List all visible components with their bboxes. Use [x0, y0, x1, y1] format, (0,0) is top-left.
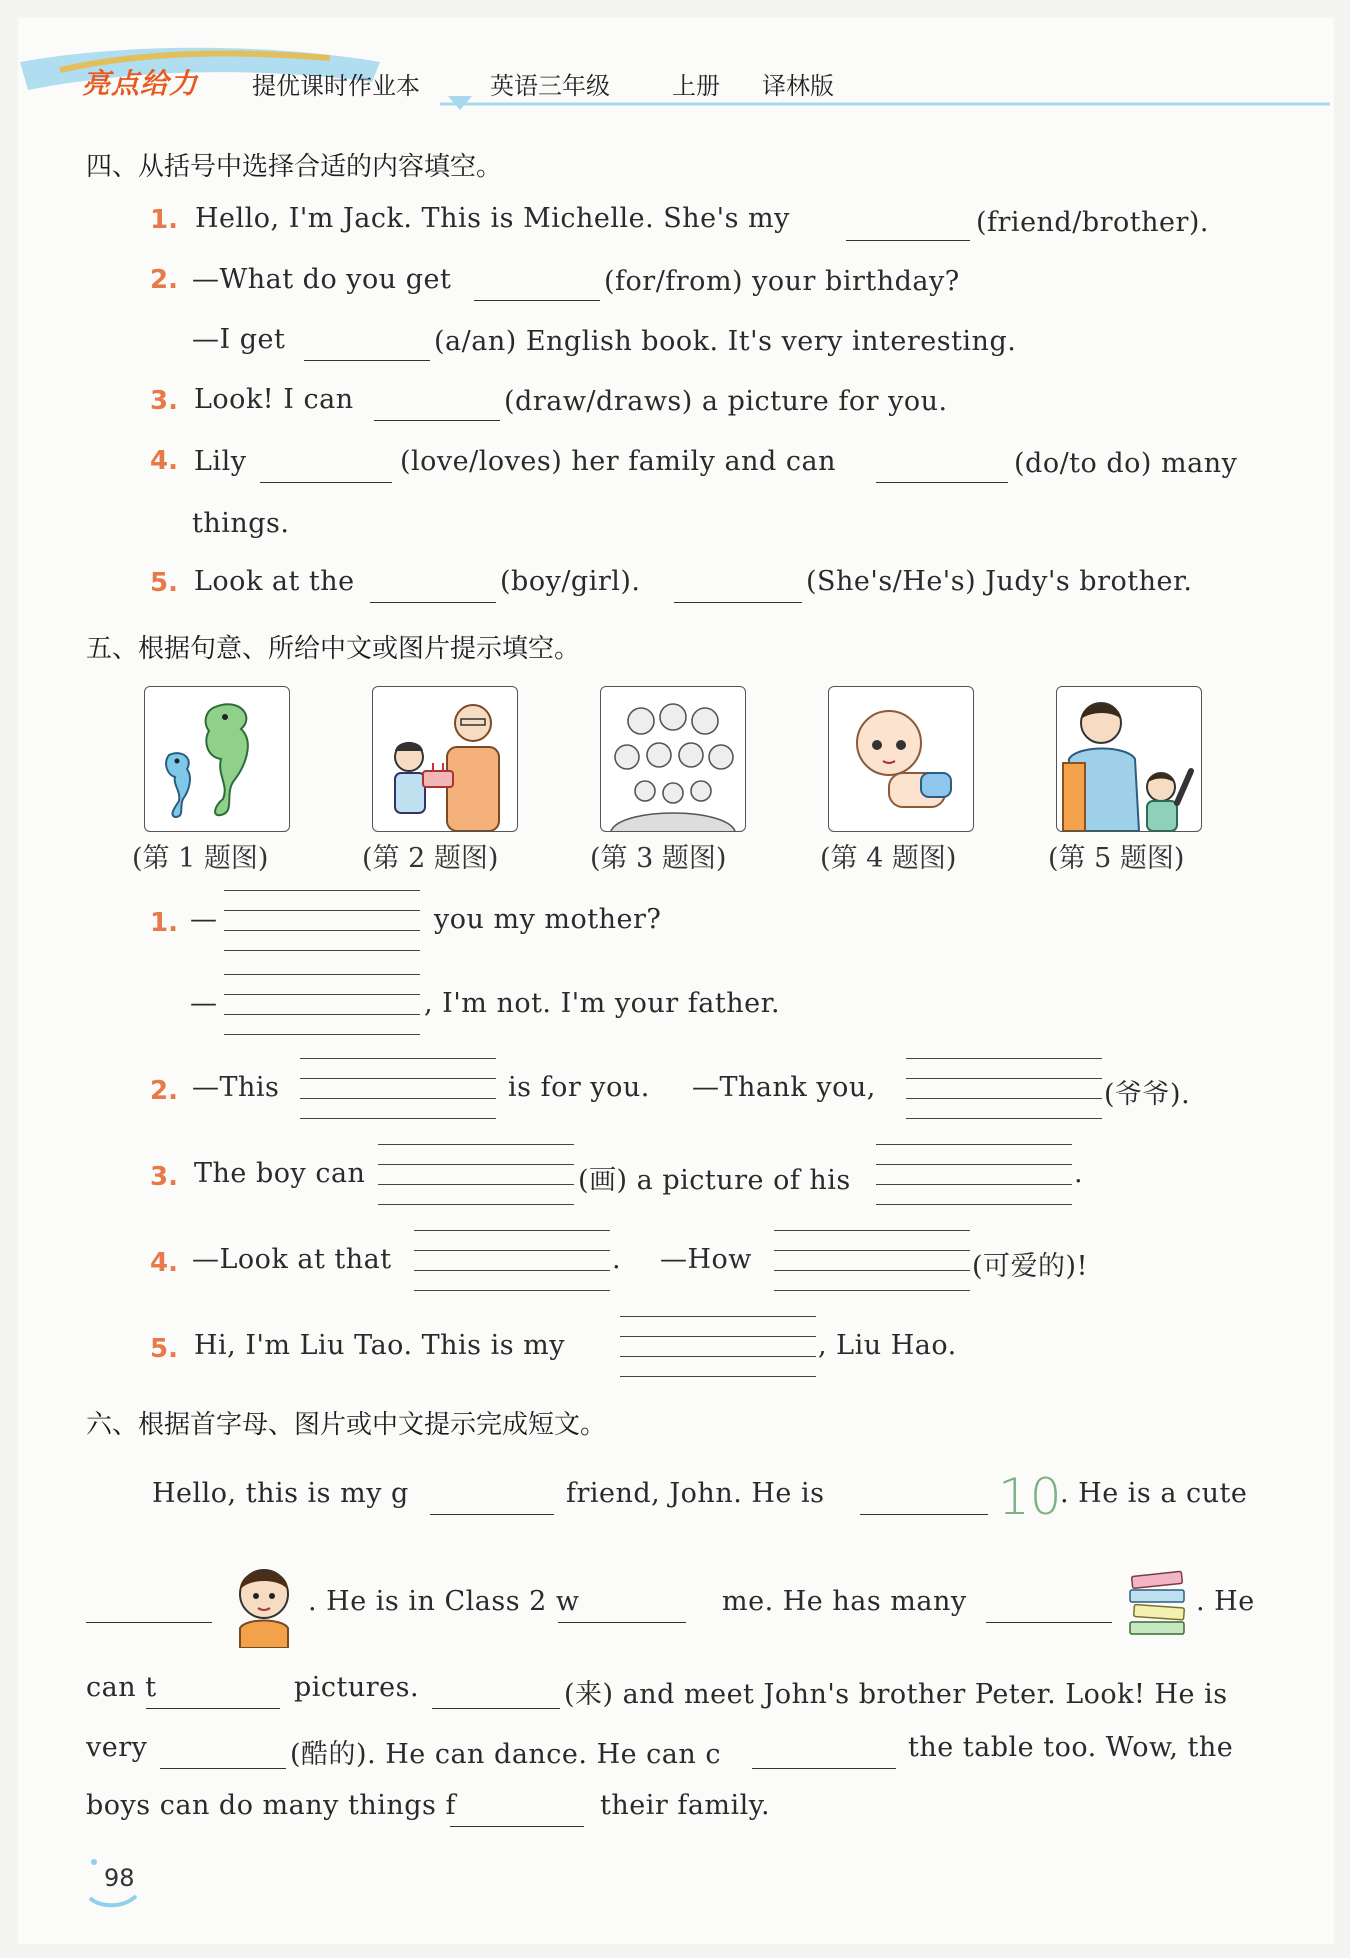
s4-q5-blank-2[interactable] — [674, 602, 802, 603]
seahorses-picture — [144, 686, 290, 832]
s6-line2-b: me. He has many — [722, 1586, 967, 1617]
s5-q1-dash: — — [190, 904, 218, 935]
s4-q3-blank[interactable] — [374, 420, 500, 421]
s6-line1-a: Hello, this is my g — [152, 1478, 409, 1509]
subject-grade: 英语三年级 — [490, 72, 610, 100]
s5-q1-text: you my mother? — [434, 904, 662, 935]
s4-q2-reply: —I get — [192, 324, 286, 355]
s5-q1-writing-lines-2[interactable] — [224, 974, 420, 1036]
s4-q1-options: (friend/brother). — [976, 207, 1210, 238]
s6-line3-c: (来) and meet John's brother Peter. Look! He is — [564, 1679, 1228, 1710]
s4-q1-text: Hello, I'm Jack. This is Michelle. She's my — [195, 203, 790, 234]
s5-q5-number: 5. — [150, 1334, 178, 1364]
s5-q3-period: . — [1074, 1158, 1084, 1189]
s4-q5-options-1: (boy/girl). — [500, 566, 641, 597]
s4-q2-number: 2. — [150, 265, 178, 295]
s5-q4-hint: (可爱的)! — [972, 1251, 1088, 1282]
book-name: 提优课时作业本 — [252, 72, 420, 100]
s4-q4-options-2: (do/to do) many — [1014, 448, 1238, 479]
s5-q2-text: —This — [192, 1072, 280, 1103]
s4-q5-number: 5. — [150, 568, 178, 598]
s5-q1-dash-2: — — [190, 988, 218, 1019]
s4-q4-number: 4. — [150, 446, 178, 476]
s5-q5-rest: , Liu Hao. — [818, 1330, 957, 1361]
baby-picture — [828, 686, 974, 832]
caption-3: (第 3 题图) — [590, 843, 727, 874]
section-5-title: 五、根据句意、所给中文或图片提示填空。 — [86, 634, 581, 664]
caption-2: (第 2 题图) — [362, 843, 499, 874]
brand-logo: 亮点给力 — [82, 67, 199, 100]
s4-q3-number: 3. — [150, 386, 178, 416]
books-stack-icon — [1126, 1566, 1190, 1638]
caption-1: (第 1 题图) — [132, 843, 269, 874]
s5-q3-text: The boy can — [194, 1158, 366, 1189]
workbook-page — [18, 18, 1334, 1944]
boy-portrait-icon — [226, 1554, 302, 1648]
s6-blank-age[interactable] — [860, 1514, 988, 1515]
s4-q1-number: 1. — [150, 205, 178, 235]
s5-q3-writing-lines-2[interactable] — [876, 1144, 1072, 1206]
boy-grandpa-cake-picture — [372, 686, 518, 832]
s6-line4-c: the table too. Wow, the — [908, 1732, 1234, 1763]
s5-q1-writing-lines-1[interactable] — [224, 890, 420, 952]
s4-q4-blank-1[interactable] — [260, 482, 392, 483]
s4-q2-blank-2[interactable] — [304, 360, 430, 361]
s6-blank-t[interactable] — [146, 1708, 280, 1709]
section-6-title: 六、根据首字母、图片或中文提示完成短文。 — [86, 1410, 607, 1440]
volume: 上册 — [672, 72, 720, 100]
s5-q4-period: . — [612, 1244, 622, 1275]
s5-q2-writing-lines-1[interactable] — [300, 1058, 496, 1120]
s5-q5-text: Hi, I'm Liu Tao. This is my — [194, 1330, 566, 1361]
number-ten-hint: 10 — [998, 1468, 1062, 1526]
father-and-boy-picture — [1056, 686, 1202, 832]
s5-q2-number: 2. — [150, 1076, 178, 1106]
s4-q4-continued: things. — [192, 508, 290, 539]
s4-q5-options-2: (She's/He's) Judy's brother. — [806, 566, 1193, 597]
s6-line5-b: their family. — [600, 1790, 771, 1821]
s6-line4-b: (酷的). He can dance. He can c — [290, 1739, 721, 1770]
s5-q4-number: 4. — [150, 1248, 178, 1278]
section-4-title: 四、从括号中选择合适的内容填空。 — [86, 152, 503, 182]
s6-line1-b: friend, John. He is — [566, 1478, 825, 1509]
s6-line4-a: very — [86, 1732, 148, 1763]
s6-line3-b: pictures. — [294, 1672, 420, 1703]
edition: 译林版 — [762, 72, 834, 100]
s6-blank-books[interactable] — [986, 1622, 1112, 1623]
s4-q4-middle: (love/loves) her family and can — [400, 446, 836, 477]
s5-q3-number: 3. — [150, 1162, 178, 1192]
family-photo-picture — [600, 686, 746, 832]
s6-blank-g[interactable] — [430, 1514, 554, 1515]
page-header — [0, 0, 1350, 120]
s6-blank-boy[interactable] — [86, 1622, 212, 1623]
s6-blank-f[interactable] — [450, 1826, 584, 1827]
s4-q1-blank[interactable] — [846, 240, 970, 241]
s5-q3-middle: (画) a picture of his — [578, 1165, 851, 1196]
s4-q4-blank-2[interactable] — [876, 482, 1008, 483]
s5-q4-writing-lines-1[interactable] — [414, 1230, 610, 1292]
s5-q4-writing-lines-2[interactable] — [774, 1230, 970, 1292]
s5-q4-reply: —How — [660, 1244, 752, 1275]
s6-line1-c: . He is a cute — [1060, 1478, 1248, 1509]
s5-q1-reply: , I'm not. I'm your father. — [424, 988, 781, 1019]
page-number: 98 — [104, 1864, 135, 1892]
s4-q2-blank-1[interactable] — [474, 300, 600, 301]
caption-5: (第 5 题图) — [1048, 843, 1185, 874]
s4-q2-reply-rest: (a/an) English book. It's very interesting. — [434, 326, 1017, 357]
s6-line3-a: can t — [86, 1672, 157, 1703]
s4-q5-text: Look at the — [194, 566, 355, 597]
s6-line5-a: boys can do many things f — [86, 1790, 456, 1821]
s5-q4-text: —Look at that — [192, 1244, 392, 1275]
s4-q4-text: Lily — [194, 446, 247, 477]
s6-line2-c: . He — [1196, 1586, 1255, 1617]
s4-q3-options: (draw/draws) a picture for you. — [504, 386, 948, 417]
caption-4: (第 4 题图) — [820, 843, 957, 874]
s4-q2-options: (for/from) your birthday? — [604, 266, 960, 297]
s6-line2-a: . He is in Class 2 w — [308, 1586, 580, 1617]
s6-blank-come[interactable] — [432, 1708, 560, 1709]
s5-q2-reply: —Thank you, — [692, 1072, 876, 1103]
s4-q2-text: —What do you get — [192, 264, 452, 295]
s5-q5-writing-lines[interactable] — [620, 1316, 816, 1378]
s5-q1-number: 1. — [150, 908, 178, 938]
s6-blank-w[interactable] — [558, 1622, 686, 1623]
s5-q3-writing-lines-1[interactable] — [378, 1144, 574, 1206]
s4-q3-text: Look! I can — [194, 384, 354, 415]
s4-q5-blank-1[interactable] — [370, 602, 496, 603]
s6-blank-cool[interactable] — [160, 1768, 286, 1769]
s5-q2-hint: (爷爷). — [1104, 1079, 1191, 1110]
s6-blank-c[interactable] — [752, 1768, 896, 1769]
s5-q2-writing-lines-2[interactable] — [906, 1058, 1102, 1120]
header-brush-decoration — [0, 0, 1350, 120]
s5-q2-middle: is for you. — [508, 1072, 650, 1103]
